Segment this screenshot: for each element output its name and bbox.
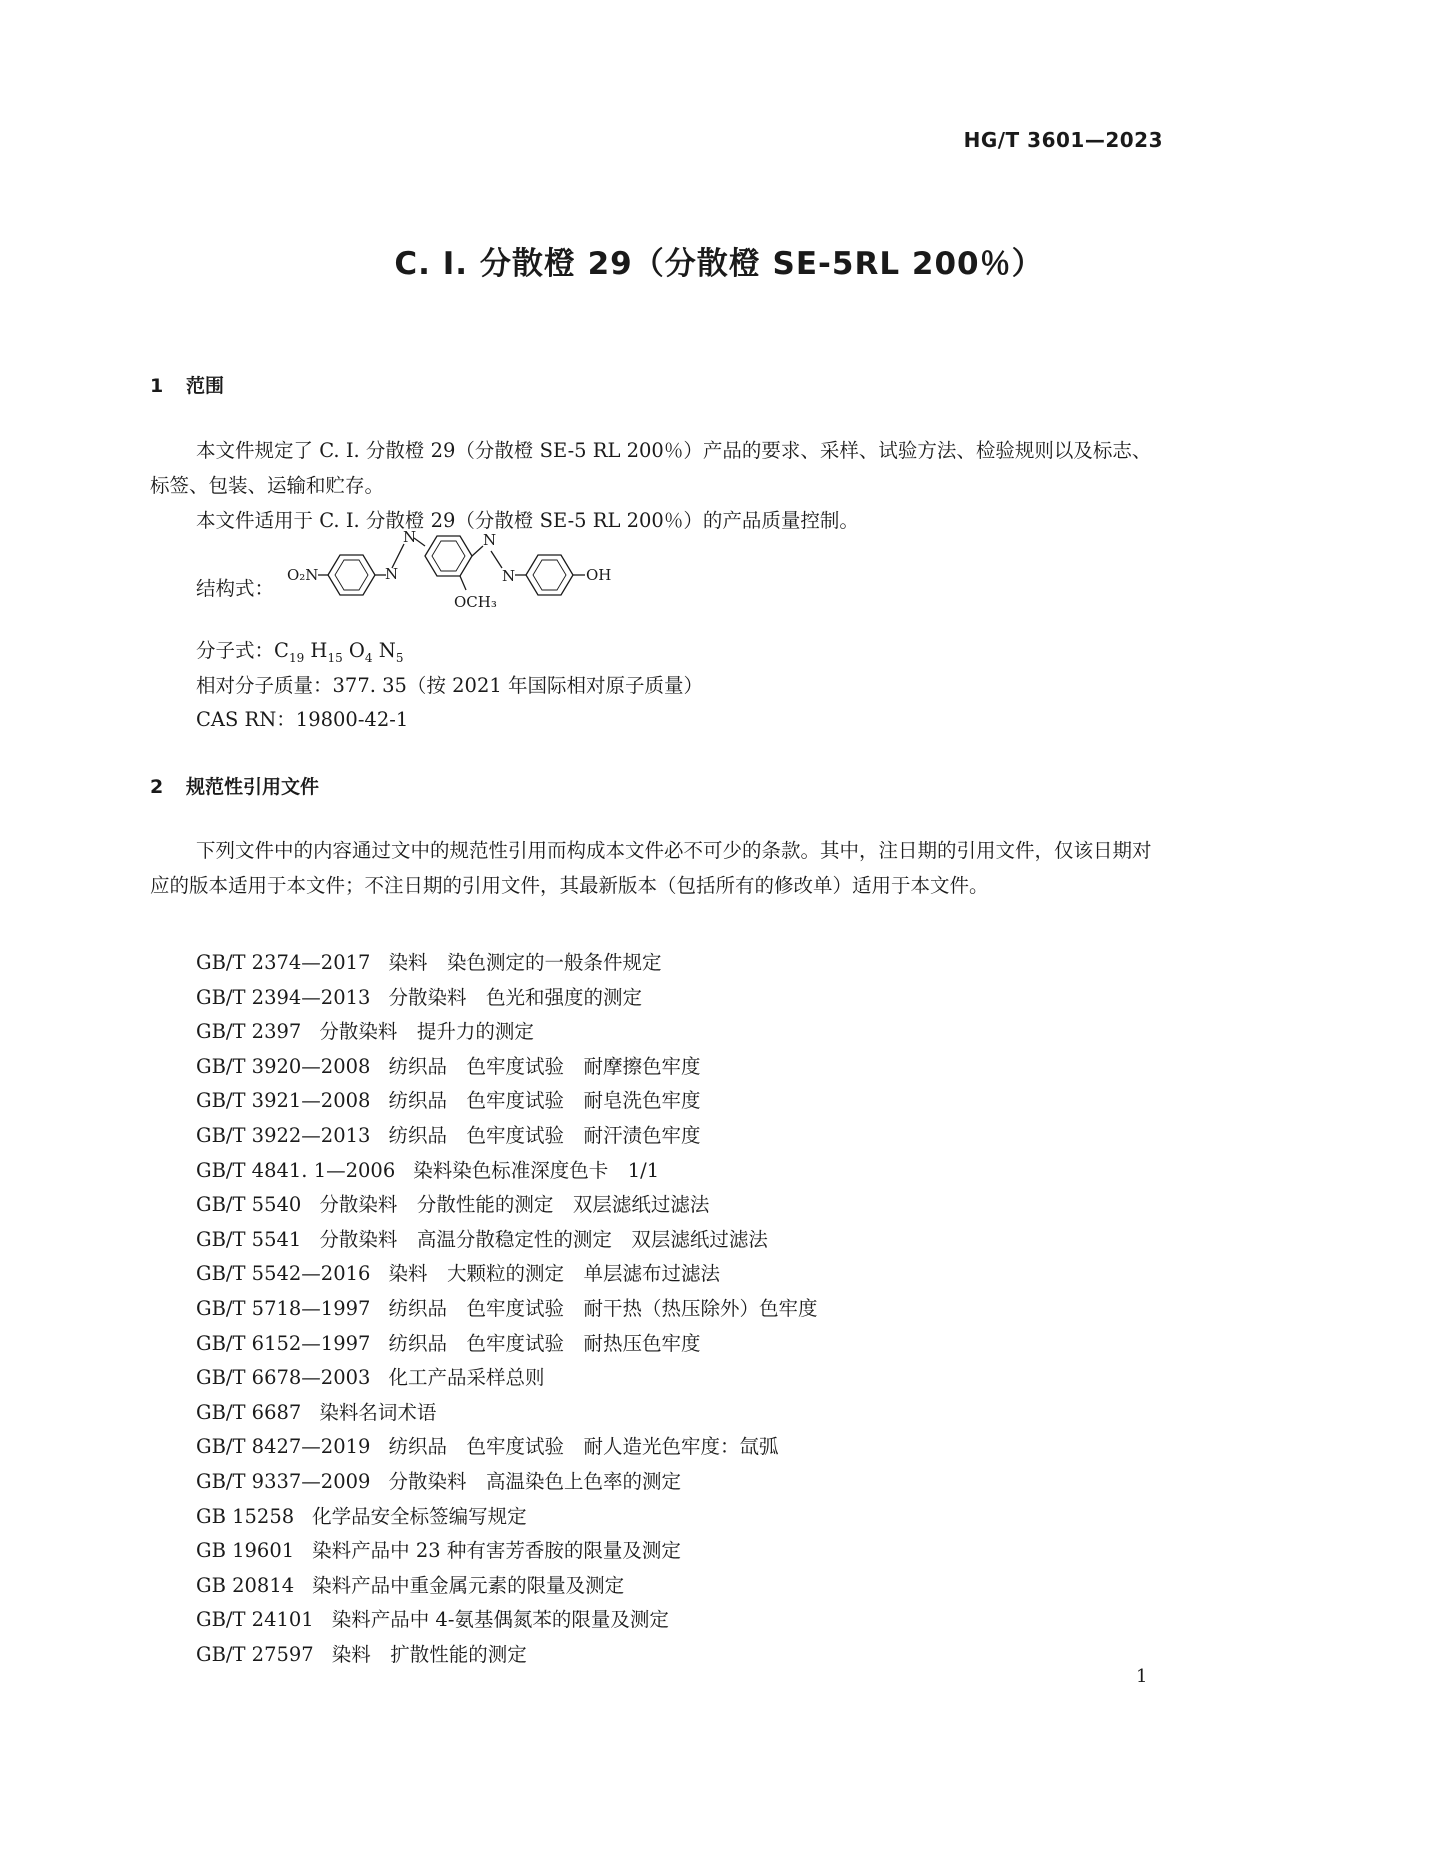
- reference-title: 分散染料 高温分散稳定性的测定 双层滤纸过滤法: [319, 1227, 768, 1251]
- section-1-number: 1: [150, 375, 164, 397]
- reference-title: 化学品安全标签编写规定: [312, 1504, 527, 1528]
- reference-code: GB/T 3922—2013: [196, 1123, 371, 1147]
- reference-code: GB 20814: [196, 1573, 295, 1597]
- reference-title: 纺织品 色牢度试验 耐热压色牢度: [388, 1331, 701, 1355]
- reference-code: GB/T 6152—1997: [196, 1331, 371, 1355]
- section-2-number: 2: [150, 776, 164, 798]
- reference-title: 染料产品中重金属元素的限量及测定: [312, 1573, 625, 1597]
- reference-code: GB/T 3920—2008: [196, 1054, 371, 1078]
- reference-title: 染料产品中 23 种有害芳香胺的限量及测定: [312, 1539, 681, 1563]
- reference-item: [196, 1257, 817, 1292]
- reference-code: GB/T 5541: [196, 1227, 302, 1251]
- reference-item: [196, 1154, 817, 1189]
- reference-title: 分散染料 提升力的测定: [319, 1020, 534, 1044]
- reference-title: 染料染色标准深度色卡 1/1: [413, 1158, 660, 1182]
- reference-title: 纺织品 色牢度试验 耐皂洗色牢度: [388, 1089, 701, 1113]
- scope-paragraph-1: 本文件规定了 C. I. 分散橙 29（分散橙 SE-5 RL 200％）产品的要求、采样、试验方法、检验规则以及标志、标签、包装、运输和贮存。: [150, 439, 1152, 497]
- reference-title: 染料 大颗粒的测定 单层滤布过滤法: [388, 1262, 720, 1286]
- formula-c: C: [274, 639, 289, 662]
- reference-item: [196, 946, 817, 981]
- reference-code: GB/T 2394—2013: [196, 985, 371, 1009]
- reference-title: 染料产品中 4-氨基偶氮苯的限量及测定: [331, 1608, 669, 1632]
- reference-title: 染料名词术语: [319, 1400, 437, 1424]
- reference-title: 分散染料 色光和强度的测定: [388, 985, 642, 1009]
- reference-item: [196, 1361, 817, 1396]
- chemical-structure-diagram: [280, 528, 720, 618]
- reference-title: 纺织品 色牢度试验 耐汗渍色牢度: [388, 1123, 701, 1147]
- reference-item: [196, 1396, 817, 1431]
- reference-code: GB/T 5718—1997: [196, 1296, 371, 1320]
- page-number: 1: [1136, 1666, 1148, 1687]
- methoxy-group-label: OCH₃: [454, 593, 497, 611]
- hydroxyl-group-label: OH: [586, 566, 612, 584]
- reference-list: [196, 946, 817, 1672]
- formula-label: 分子式：: [196, 639, 275, 662]
- reference-item: [196, 1188, 817, 1223]
- normative-references-paragraph: 下列文件中的内容通过文中的规范性引用而构成本文件必不可少的条款。其中，注日期的引用文件，仅该日期对应的版本适用于本文件；不注日期的引用文件，其最新版本（包括所有的修改单）适用于本文件。: [150, 839, 1152, 897]
- reference-code: GB/T 4841. 1—2006: [196, 1158, 396, 1182]
- reference-code: GB/T 9337—2009: [196, 1469, 371, 1493]
- reference-item: [196, 981, 817, 1016]
- reference-title: 染料 扩散性能的测定: [331, 1642, 527, 1666]
- azo-nitrogen-2: N: [403, 528, 417, 546]
- formula-o-count: 4: [364, 650, 373, 665]
- reference-item: [196, 1430, 817, 1465]
- reference-title: 纺织品 色牢度试验 耐人造光色牢度：氙弧: [388, 1435, 779, 1459]
- section-1-heading: [150, 371, 224, 398]
- section-2-title: 规范性引用文件: [186, 776, 320, 798]
- section-1-title: 范围: [186, 375, 225, 397]
- reference-code: GB/T 27597: [196, 1642, 314, 1666]
- reference-code: GB/T 2397: [196, 1020, 302, 1044]
- azo-nitrogen-3: N: [483, 531, 497, 549]
- reference-code: GB/T 6678—2003: [196, 1366, 371, 1390]
- azo-nitrogen-1: N: [385, 565, 399, 583]
- cas-number: CAS RN：19800-42-1: [196, 708, 409, 731]
- scope-paragraph-2: 本文件适用于 C. I. 分散橙 29（分散橙 SE-5 RL 200％）的产品质量控制。: [196, 509, 859, 532]
- reference-title: 化工产品采样总则: [388, 1366, 545, 1390]
- reference-item: [196, 1292, 817, 1327]
- formula-c-count: 19: [288, 650, 305, 665]
- nitro-group-label: O₂N: [287, 566, 319, 584]
- reference-item: [196, 1569, 817, 1604]
- reference-item: [196, 1084, 817, 1119]
- reference-code: GB 15258: [196, 1504, 295, 1528]
- reference-code: GB/T 8427—2019: [196, 1435, 371, 1459]
- reference-title: 染料 染色测定的一般条件规定: [388, 951, 662, 974]
- section-2-heading: [150, 772, 319, 799]
- reference-item: [196, 1327, 817, 1362]
- reference-item: [196, 1603, 817, 1638]
- formula-h-count: 15: [327, 650, 343, 665]
- formula-n-count: 5: [395, 650, 404, 665]
- reference-code: GB 19601: [196, 1539, 295, 1563]
- reference-code: GB/T 5542—2016: [196, 1262, 371, 1286]
- reference-code: GB/T 3921—2008: [196, 1089, 371, 1113]
- structure-label: 结构式：: [196, 577, 275, 600]
- azo-nitrogen-4: N: [502, 567, 516, 585]
- reference-item: [196, 1119, 817, 1154]
- reference-item: [196, 1015, 817, 1050]
- reference-item: [196, 1223, 817, 1258]
- molecular-formula: [196, 635, 403, 665]
- reference-item: [196, 1638, 817, 1673]
- reference-item: [196, 1534, 817, 1569]
- molecular-mass: 相对分子质量：377. 35（按 2021 年国际相对原子质量）: [196, 674, 703, 697]
- reference-code: GB/T 5540: [196, 1193, 302, 1217]
- formula-h: H: [310, 639, 328, 662]
- reference-item: [196, 1500, 817, 1535]
- reference-title: 纺织品 色牢度试验 耐干热（热压除外）色牢度: [388, 1296, 818, 1320]
- reference-code: GB/T 2374—2017: [196, 951, 371, 974]
- standard-code: HG/T 3601—2023: [963, 128, 1163, 152]
- reference-code: GB/T 6687: [196, 1400, 302, 1424]
- reference-item: [196, 1465, 817, 1500]
- reference-title: 分散染料 高温染色上色率的测定: [388, 1469, 681, 1493]
- document-title: C. I. 分散橙 29（分散橙 SE-5RL 200％）: [394, 246, 1044, 282]
- reference-code: GB/T 24101: [196, 1608, 314, 1632]
- reference-title: 纺织品 色牢度试验 耐摩擦色牢度: [388, 1054, 701, 1078]
- reference-title: 分散染料 分散性能的测定 双层滤纸过滤法: [319, 1193, 710, 1217]
- formula-n: N: [378, 639, 396, 662]
- reference-item: [196, 1050, 817, 1085]
- formula-o: O: [348, 639, 365, 662]
